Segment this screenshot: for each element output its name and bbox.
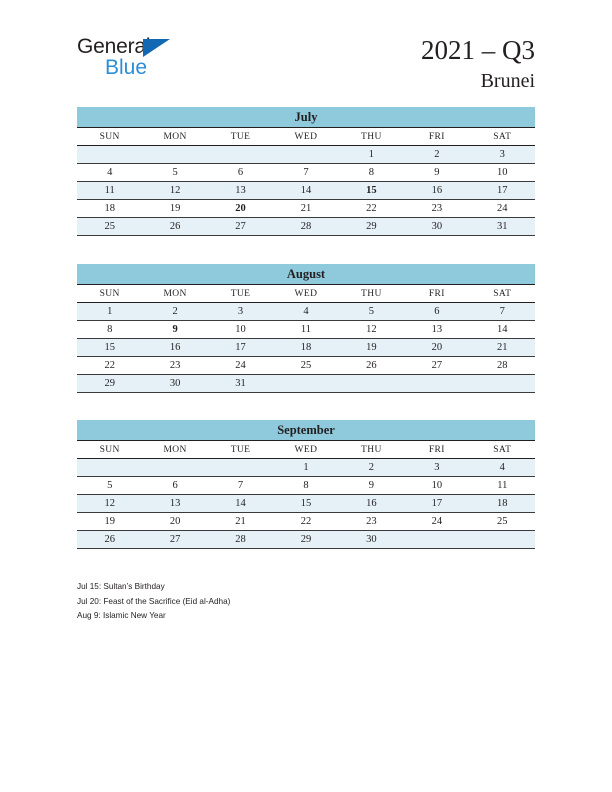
day-cell[interactable]: 26	[339, 357, 404, 375]
week-row	[77, 357, 535, 375]
week-row	[77, 182, 535, 200]
day-cell[interactable]: 21	[470, 339, 535, 357]
day-cell[interactable]: 18	[273, 339, 338, 357]
day-cell[interactable]: 27	[142, 531, 207, 549]
month-block-august	[77, 264, 535, 393]
day-cell[interactable]: 20	[142, 513, 207, 531]
day-cell[interactable]: 13	[142, 495, 207, 513]
day-cell[interactable]: 13	[208, 182, 273, 200]
day-cell-empty	[77, 146, 142, 164]
weekday-header-sat: SAT	[470, 128, 535, 146]
month-title-september: September	[77, 420, 535, 440]
general-blue-logo	[77, 36, 197, 86]
day-cell[interactable]: 23	[339, 513, 404, 531]
title-block	[421, 34, 535, 94]
week-row	[77, 495, 535, 513]
weekday-header-row	[77, 285, 535, 303]
holiday-legend-item: Aug 9: Islamic New Year	[77, 611, 166, 620]
weekday-header-wed: WED	[273, 285, 338, 303]
day-cell[interactable]: 17	[470, 182, 535, 200]
day-cell-empty	[339, 375, 404, 393]
month-block-july	[77, 107, 535, 236]
day-cell[interactable]: 6	[404, 303, 469, 321]
weekday-header-wed: WED	[273, 128, 338, 146]
weekday-header-tue: TUE	[208, 441, 273, 459]
calendar-table-september	[77, 440, 535, 549]
day-cell[interactable]: 15	[77, 339, 142, 357]
day-cell[interactable]: 28	[208, 531, 273, 549]
week-row	[77, 303, 535, 321]
day-cell[interactable]: 22	[77, 357, 142, 375]
day-cell-empty	[208, 146, 273, 164]
weekday-header-tue: TUE	[208, 128, 273, 146]
day-cell[interactable]: 29	[339, 218, 404, 236]
day-cell-empty	[470, 375, 535, 393]
calendar-table-july	[77, 127, 535, 236]
day-cell[interactable]: 6	[142, 477, 207, 495]
day-cell[interactable]: 28	[470, 357, 535, 375]
day-cell[interactable]: 20	[404, 339, 469, 357]
day-cell[interactable]: 14	[208, 495, 273, 513]
day-cell[interactable]: 4	[273, 303, 338, 321]
day-cell[interactable]: 5	[77, 477, 142, 495]
weekday-header-wed: WED	[273, 441, 338, 459]
week-row	[77, 375, 535, 393]
logo-triangle-icon	[143, 39, 170, 57]
week-row	[77, 459, 535, 477]
week-row	[77, 218, 535, 236]
week-row	[77, 477, 535, 495]
weekday-header-thu: THU	[339, 128, 404, 146]
day-cell[interactable]: 16	[339, 495, 404, 513]
day-cell[interactable]: 30	[339, 531, 404, 549]
page-subtitle-country: Brunei	[480, 70, 535, 92]
day-cell[interactable]: 21	[208, 513, 273, 531]
day-cell[interactable]: 24	[470, 200, 535, 218]
day-cell[interactable]: 6	[208, 164, 273, 182]
day-cell[interactable]: 2	[404, 146, 469, 164]
day-cell[interactable]: 31	[470, 218, 535, 236]
day-cell[interactable]: 23	[142, 357, 207, 375]
day-cell-empty	[404, 375, 469, 393]
day-cell[interactable]: 26	[77, 531, 142, 549]
day-cell[interactable]: 8	[339, 164, 404, 182]
holiday-legend-item: Jul 15: Sultan’s Birthday	[77, 582, 165, 591]
day-cell[interactable]: 7	[273, 164, 338, 182]
weekday-header-mon: MON	[142, 441, 207, 459]
day-cell-empty	[404, 531, 469, 549]
week-row	[77, 200, 535, 218]
weekday-header-tue: TUE	[208, 285, 273, 303]
week-row	[77, 321, 535, 339]
day-cell-holiday[interactable]: 15	[339, 182, 404, 200]
day-cell[interactable]: 24	[208, 357, 273, 375]
day-cell-empty	[470, 531, 535, 549]
day-cell[interactable]: 23	[404, 200, 469, 218]
day-cell[interactable]: 4	[77, 164, 142, 182]
day-cell[interactable]: 9	[404, 164, 469, 182]
day-cell-empty	[273, 375, 338, 393]
weekday-header-sun: SUN	[77, 128, 142, 146]
day-cell-empty	[77, 459, 142, 477]
day-cell[interactable]: 29	[77, 375, 142, 393]
day-cell[interactable]: 25	[273, 357, 338, 375]
day-cell[interactable]: 2	[339, 459, 404, 477]
logo-text-blue: Blue	[105, 56, 148, 79]
weekday-header-thu: THU	[339, 285, 404, 303]
day-cell-empty	[142, 146, 207, 164]
weekday-header-thu: THU	[339, 441, 404, 459]
day-cell[interactable]: 1	[273, 459, 338, 477]
day-cell[interactable]: 19	[339, 339, 404, 357]
day-cell[interactable]: 16	[142, 339, 207, 357]
day-cell[interactable]: 16	[404, 182, 469, 200]
day-cell[interactable]: 3	[208, 303, 273, 321]
weekday-header-sat: SAT	[470, 441, 535, 459]
day-cell[interactable]: 29	[273, 531, 338, 549]
day-cell[interactable]: 12	[339, 321, 404, 339]
weekday-header-fri: FRI	[404, 285, 469, 303]
day-cell[interactable]: 24	[404, 513, 469, 531]
day-cell[interactable]: 4	[470, 459, 535, 477]
weekday-header-mon: MON	[142, 285, 207, 303]
day-cell[interactable]: 11	[77, 182, 142, 200]
day-cell[interactable]: 28	[273, 218, 338, 236]
weekday-header-fri: FRI	[404, 128, 469, 146]
day-cell[interactable]: 22	[273, 513, 338, 531]
day-cell[interactable]: 10	[208, 321, 273, 339]
day-cell[interactable]: 25	[470, 513, 535, 531]
day-cell[interactable]: 30	[142, 375, 207, 393]
day-cell[interactable]: 17	[208, 339, 273, 357]
day-cell[interactable]: 7	[470, 303, 535, 321]
week-row	[77, 339, 535, 357]
day-cell-holiday[interactable]: 9	[142, 321, 207, 339]
day-cell[interactable]: 11	[470, 477, 535, 495]
weekday-header-sat: SAT	[470, 285, 535, 303]
logo-text-general: General	[77, 35, 151, 58]
weekday-header-sun: SUN	[77, 441, 142, 459]
holiday-legend	[77, 580, 517, 624]
page-title: 2021 – Q3	[421, 35, 535, 65]
day-cell[interactable]: 9	[339, 477, 404, 495]
day-cell[interactable]: 10	[404, 477, 469, 495]
calendar-table-august	[77, 284, 535, 393]
day-cell-empty	[142, 459, 207, 477]
week-row	[77, 164, 535, 182]
day-cell[interactable]: 8	[77, 321, 142, 339]
day-cell-empty	[273, 146, 338, 164]
weekday-header-fri: FRI	[404, 441, 469, 459]
day-cell[interactable]: 18	[77, 200, 142, 218]
day-cell[interactable]: 27	[404, 357, 469, 375]
day-cell[interactable]: 14	[273, 182, 338, 200]
day-cell[interactable]: 26	[142, 218, 207, 236]
day-cell[interactable]: 8	[273, 477, 338, 495]
day-cell[interactable]: 7	[208, 477, 273, 495]
day-cell[interactable]: 18	[470, 495, 535, 513]
day-cell[interactable]: 17	[404, 495, 469, 513]
week-row	[77, 513, 535, 531]
day-cell-holiday[interactable]: 20	[208, 200, 273, 218]
day-cell[interactable]: 5	[142, 164, 207, 182]
day-cell[interactable]: 15	[273, 495, 338, 513]
day-cell[interactable]: 10	[470, 164, 535, 182]
month-title-august: August	[77, 264, 535, 284]
day-cell[interactable]: 3	[404, 459, 469, 477]
day-cell[interactable]: 1	[339, 146, 404, 164]
weekday-header-sun: SUN	[77, 285, 142, 303]
day-cell[interactable]: 12	[142, 182, 207, 200]
day-cell[interactable]: 14	[470, 321, 535, 339]
weekday-header-row	[77, 441, 535, 459]
day-cell[interactable]: 30	[404, 218, 469, 236]
month-block-september	[77, 420, 535, 549]
week-row	[77, 531, 535, 549]
day-cell[interactable]: 2	[142, 303, 207, 321]
day-cell[interactable]: 1	[77, 303, 142, 321]
day-cell[interactable]: 27	[208, 218, 273, 236]
day-cell[interactable]: 12	[77, 495, 142, 513]
day-cell[interactable]: 31	[208, 375, 273, 393]
day-cell[interactable]: 3	[470, 146, 535, 164]
week-row	[77, 146, 535, 164]
day-cell[interactable]: 5	[339, 303, 404, 321]
holiday-legend-item: Jul 20: Feast of the Sacrifice (Eid al-Adha)	[77, 596, 231, 606]
weekday-header-row	[77, 128, 535, 146]
day-cell[interactable]: 19	[142, 200, 207, 218]
day-cell[interactable]: 22	[339, 200, 404, 218]
day-cell[interactable]: 11	[273, 321, 338, 339]
page-header	[77, 36, 535, 92]
weekday-header-mon: MON	[142, 128, 207, 146]
day-cell[interactable]: 25	[77, 218, 142, 236]
day-cell[interactable]: 13	[404, 321, 469, 339]
month-title-july: July	[77, 107, 535, 127]
day-cell[interactable]: 19	[77, 513, 142, 531]
day-cell[interactable]: 21	[273, 200, 338, 218]
day-cell-empty	[208, 459, 273, 477]
